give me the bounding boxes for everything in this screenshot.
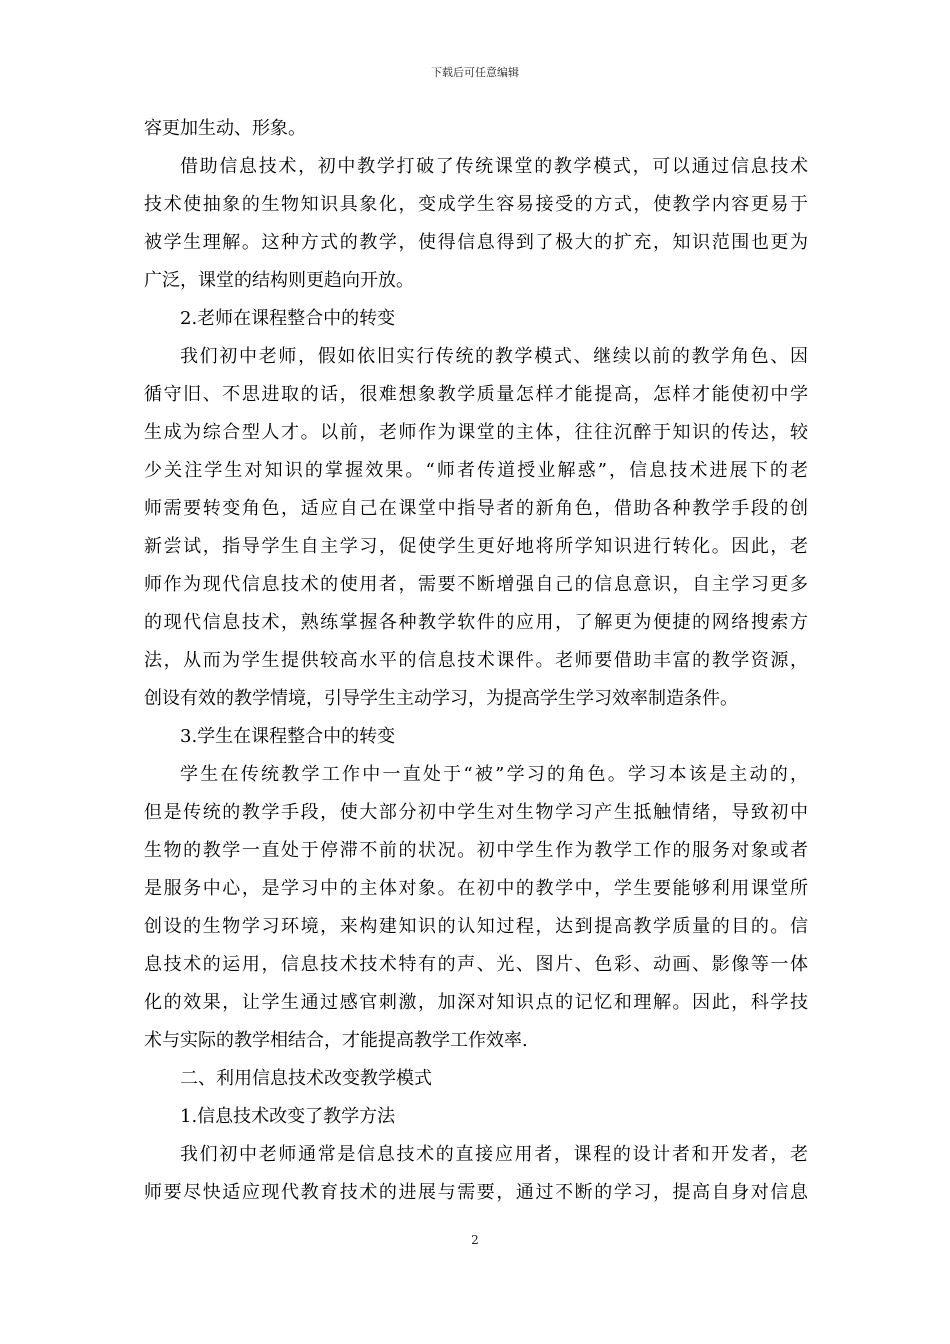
text-line: 我们初中老师通常是信息技术的直接应用者，课程的设计者和开发者，老 <box>180 1144 808 1165</box>
text-line: 新尝试，指导学生自主学习，促使学生更好地将所学知识进行转化。因此，老 <box>144 536 808 557</box>
text-line: 创设的生物学习环境，来构建知识的认知过程，达到提高教学质量的目的。信 <box>144 916 808 937</box>
text-line: 生成为综合型人才。以前，老师作为课堂的主体，往往沉醉于知识的传达，较 <box>144 422 808 443</box>
text-line: 2.老师在课程整合中的转变 <box>180 308 396 329</box>
page-header: 下载后可任意编辑 <box>431 66 519 79</box>
text-line: 循守旧、不思进取的话，很难想象教学质量怎样才能提高，怎样才能使初中学 <box>144 384 808 405</box>
document-body <box>144 117 808 1219</box>
text-line: 法，从而为学生提供较高水平的信息技术课件。老师要借助丰富的教学资源， <box>144 650 808 671</box>
page-number: 2 <box>471 1233 479 1247</box>
text-line: 师需要转变角色，适应自己在课堂中指导者的新角色，借助各种教学手段的创 <box>144 498 808 519</box>
text-line: 3.学生在课程整合中的转变 <box>180 726 396 747</box>
text-line: 1.信息技术改变了教学方法 <box>180 1106 396 1127</box>
text-line: 术与实际的教学相结合，才能提高教学工作效率. <box>144 1030 528 1051</box>
text-line: 但是传统的教学手段，使大部分初中学生对生物学习产生抵触情绪，导致初中 <box>144 802 808 823</box>
text-line: 是服务中心，是学习中的主体对象。在初中的教学中，学生要能够利用课堂所 <box>144 878 808 899</box>
text-line: 创设有效的教学情境，引导学生主动学习，为提高学生学习效率制造条件。 <box>144 688 738 709</box>
text-line: 化的效果，让学生通过感官刺激，加深对知识点的记忆和理解。因此，科学技 <box>144 992 808 1013</box>
text-line: 技术使抽象的生物知识具象化，变成学生容易接受的方式，使教学内容更易于 <box>144 194 808 215</box>
text-line: 广泛，课堂的结构则更趋向开放。 <box>144 270 414 291</box>
text-line: 少关注学生对知识的掌握效果。“师者传道授业解惑”，信息技术进展下的老 <box>144 460 808 481</box>
text-line: 师作为现代信息技术的使用者，需要不断增强自己的信息意识，自主学习更多 <box>144 574 808 595</box>
text-line: 息技术的运用，信息技术技术特有的声、光、图片、色彩、动画、影像等一体 <box>144 954 808 975</box>
text-line: 容更加生动、形象。 <box>144 118 306 139</box>
text-line: 二、利用信息技术改变教学模式 <box>180 1068 432 1089</box>
text-line: 的现代信息技术，熟练掌握各种教学软件的应用，了解更为便捷的网络搜索方 <box>144 612 808 633</box>
text-line: 被学生理解。这种方式的教学，使得信息得到了极大的扩充，知识范围也更为 <box>144 232 808 253</box>
text-line: 学生在传统教学工作中一直处于“被”学习的角色。学习本该是主动的， <box>180 764 808 785</box>
text-line: 师要尽快适应现代教育技术的进展与需要，通过不断的学习，提高自身对信息 <box>144 1182 808 1203</box>
text-line: 我们初中老师，假如依旧实行传统的教学模式、继续以前的教学角色、因 <box>180 346 808 367</box>
text-line: 借助信息技术，初中教学打破了传统课堂的教学模式，可以通过信息技术 <box>180 156 808 177</box>
text-line: 生物的教学一直处于停滞不前的状况。初中学生作为教学工作的服务对象或者 <box>144 840 808 861</box>
